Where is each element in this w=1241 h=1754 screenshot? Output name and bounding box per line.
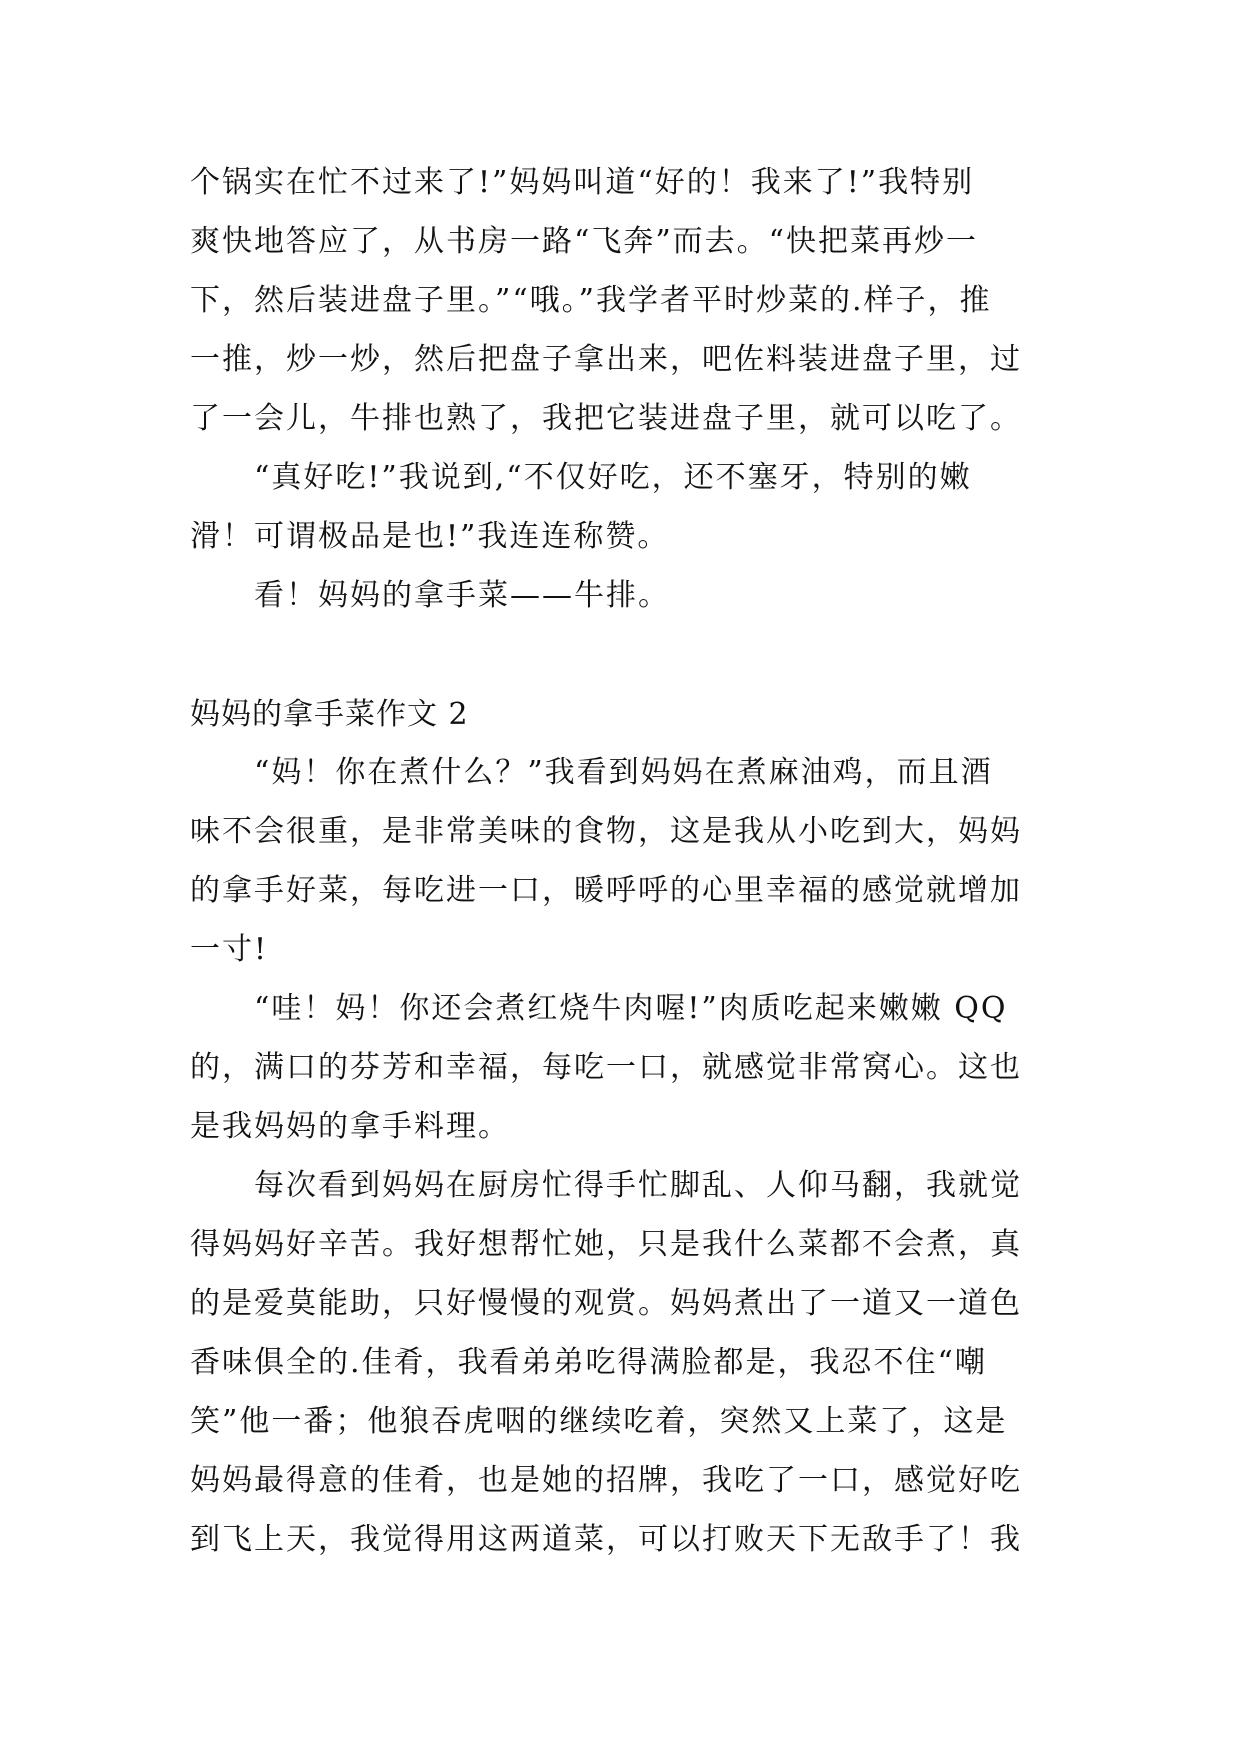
text-line: 的，满口的芬芳和幸福，每吃一口，就感觉非常窝心。这也 bbox=[190, 1050, 1022, 1085]
section-title: 妈妈的拿手菜作文 2 bbox=[190, 697, 469, 732]
text-line: 一推，炒一炒，然后把盘子拿出来，吧佐料装进盘子里，过 bbox=[190, 342, 1022, 377]
text-line: 爽快地答应了，从书房一路“飞奔”而去。“快把菜再炒一 bbox=[190, 224, 979, 259]
text-line: “真好吃!”我说到,“不仅好吃，还不塞牙，特别的嫩 bbox=[254, 460, 972, 495]
text-line: 到飞上天，我觉得用这两道菜，可以打败天下无敌手了！我 bbox=[190, 1522, 1022, 1557]
text-line: 妈妈最得意的佳肴，也是她的招牌，我吃了一口，感觉好吃 bbox=[190, 1463, 1022, 1498]
text-line: 香味俱全的.佳肴，我看弟弟吃得满脸都是，我忍不住“嘲 bbox=[190, 1345, 987, 1380]
text-line: 是我妈妈的拿手料理。 bbox=[190, 1109, 510, 1144]
text-line: 得妈妈好辛苦。我好想帮忙她，只是我什么菜都不会煮，真 bbox=[190, 1227, 1022, 1262]
text-line: 笑”他一番；他狼吞虎咽的继续吃着，突然又上菜了，这是 bbox=[190, 1404, 1008, 1439]
text-line: “哇！妈！你还会煮红烧牛肉喔!”肉质吃起来嫩嫩 QQ bbox=[254, 991, 1008, 1026]
text-line: 每次看到妈妈在厨房忙得手忙脚乱、人仰马翻，我就觉 bbox=[254, 1168, 1022, 1203]
paragraph-praise bbox=[190, 448, 1050, 566]
text-line: 个锅实在忙不过来了!”妈妈叫道“好的！我来了!”我特别 bbox=[190, 165, 975, 200]
text-line: 的是爱莫能助，只好慢慢的观赏。妈妈煮出了一道又一道色 bbox=[190, 1286, 1022, 1321]
paragraph-end bbox=[190, 566, 1050, 625]
paragraph-2 bbox=[190, 979, 1050, 1156]
text-line: 味不会很重，是非常美味的食物，这是我从小吃到大，妈妈 bbox=[190, 814, 1022, 849]
text-line: 一寸! bbox=[190, 932, 269, 967]
text-line: 下，然后装进盘子里。”“哦。”我学者平时炒菜的.样子，推 bbox=[190, 283, 992, 318]
text-line: “妈！你在煮什么？”我看到妈妈在煮麻油鸡，而且酒 bbox=[254, 755, 993, 790]
text-line: 了一会儿，牛排也熟了，我把它装进盘子里，就可以吃了。 bbox=[190, 401, 1022, 436]
paragraph-continuation bbox=[190, 153, 1050, 448]
paragraph-1 bbox=[190, 743, 1050, 979]
paragraph-3 bbox=[190, 1156, 1050, 1569]
text-line: 看！妈妈的拿手菜——牛排。 bbox=[254, 578, 670, 613]
text-line: 的拿手好菜，每吃进一口，暖呼呼的心里幸福的感觉就增加 bbox=[190, 873, 1022, 908]
text-line: 滑！可谓极品是也!”我连连称赞。 bbox=[190, 519, 670, 554]
